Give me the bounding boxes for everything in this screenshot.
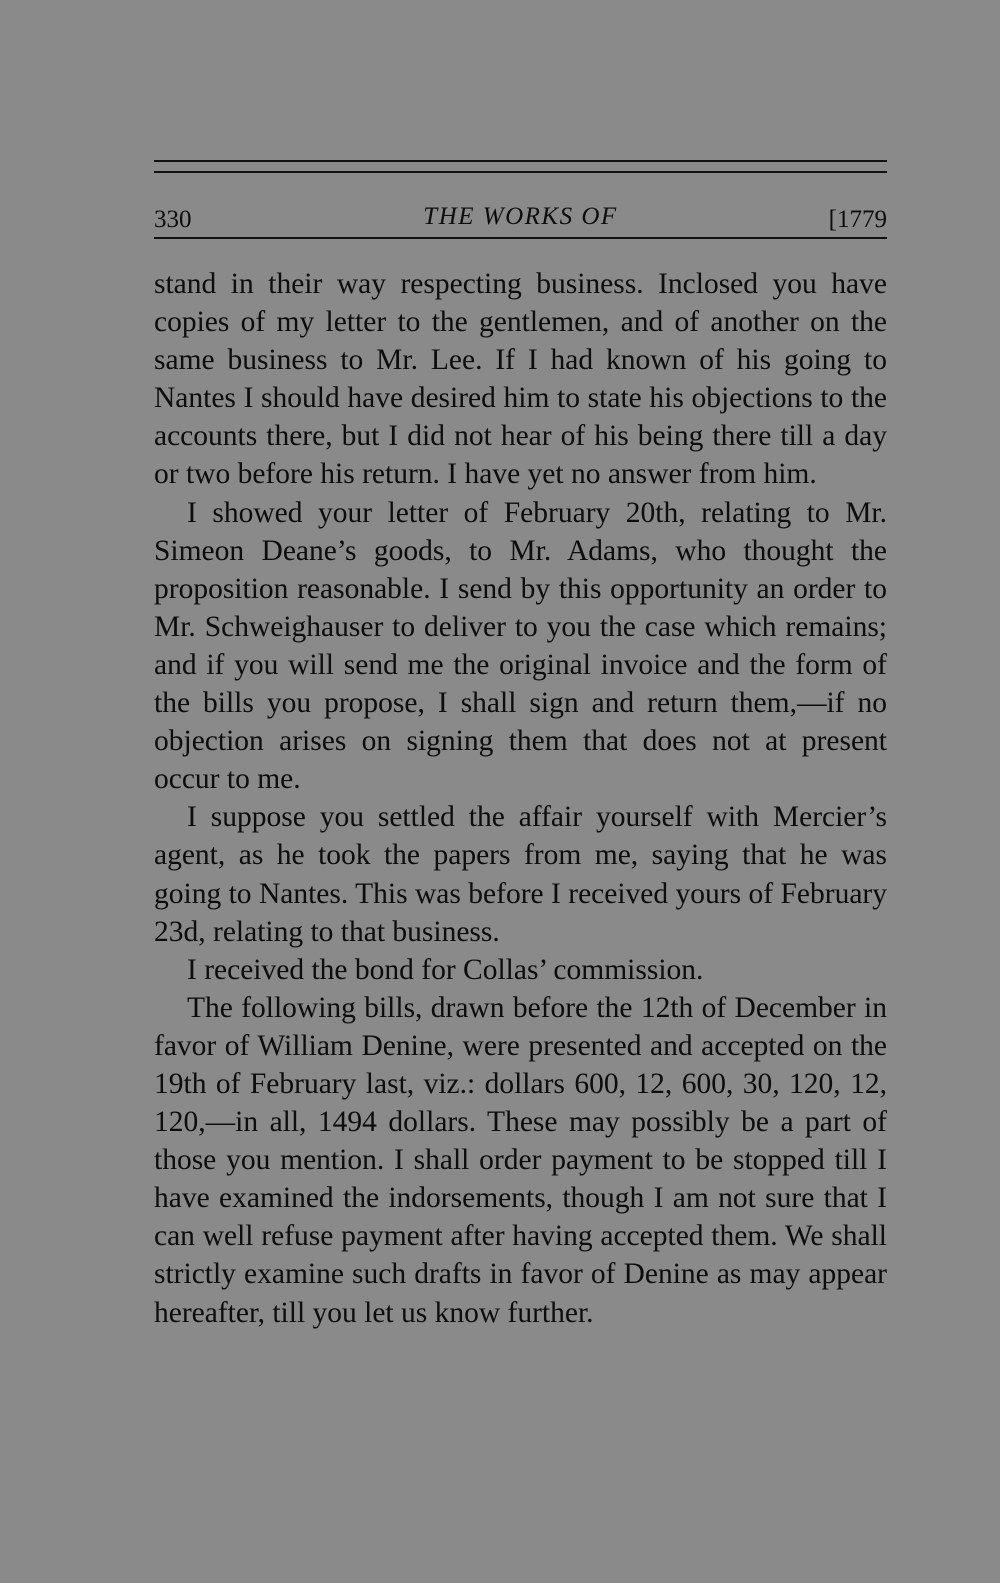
running-title: THE WORKS OF [423, 203, 618, 230]
paragraph: I received the bond for Collas’ commission. [187, 953, 704, 986]
paragraph: I suppose you settled the affair yourself with Mercier’s agent, as he took the papers from me, saying that he was going to Nantes. This was before I received yours of February 23d, relating to that business. [154, 801, 887, 948]
paragraph: I showed your letter of February 20th, relating to Mr. Simeon Deane’s goods, to Mr. Adams, who thought the proposition reasonable. I send by this opportunity an order to Mr. Schweighauser to deliver to you the case which remains; and if you will send me the original invoice and the form of the bills you propose, I shall sign and return them,—if no objection arises on signing them that does not at present occur to me. [154, 496, 887, 796]
year-marker: [1779 [828, 206, 887, 233]
header-rule [154, 237, 887, 239]
paragraph: stand in their way respecting business. Inclosed you have copies of my letter to the gentlemen, and of another on the same business to Mr. Lee. If I had known of his going to Nantes I should have desired him to state his objections to the accounts there, but I did not hear of his being there till a day or two before his return. I have yet no answer from him. [154, 268, 887, 491]
body-text [154, 265, 887, 1332]
page-number: 330 [154, 206, 192, 233]
book-page [154, 160, 887, 1332]
paragraph: The following bills, drawn before the 12th of December in favor of William Denine, were presented and accepted on the 19th of February last, viz.: dollars 600, 12, 600, 30, 120, 12, 120,—in all, 1494 dollars. These may possibly be a part of those you mention. I shall order payment to be stopped till I have examined the indorsements, though I am not sure that I can well refuse payment after having accepted them. We shall strictly examine such drafts in favor of Denine as may appear hereafter, till you let us know further. [154, 991, 887, 1329]
top-rule [154, 160, 887, 162]
running-header [154, 173, 887, 231]
